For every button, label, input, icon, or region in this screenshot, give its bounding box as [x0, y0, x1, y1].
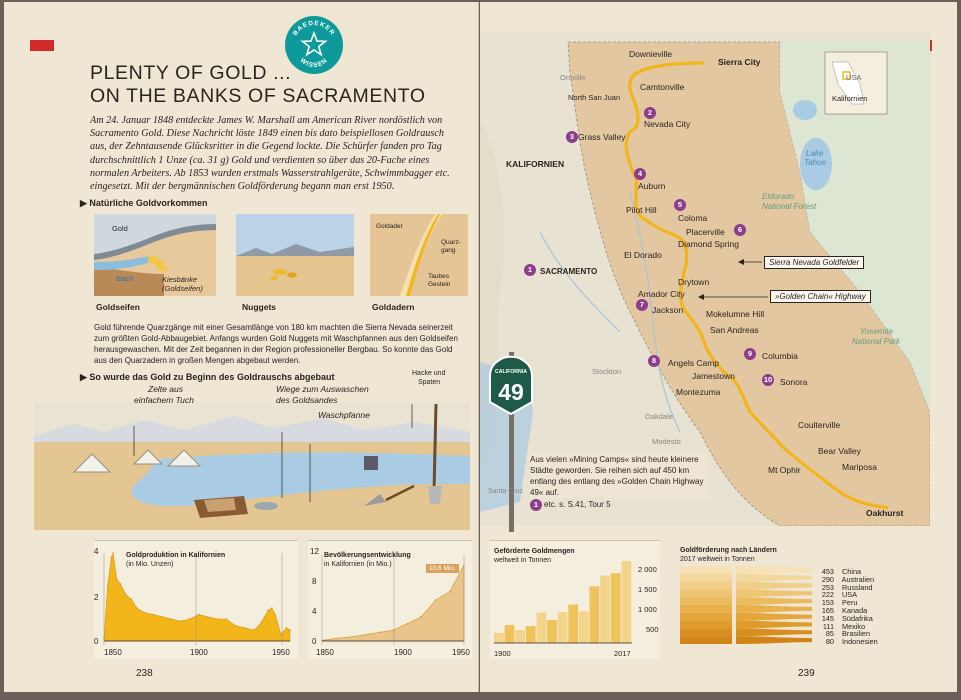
chart4-flow: [736, 574, 812, 582]
label-waschpfanne: Waschpfanne: [318, 410, 370, 420]
chart2-point: [350, 636, 351, 637]
chart1-point: [180, 621, 181, 622]
town-san-andreas: San Andreas: [710, 325, 759, 335]
inset-kalifornien: Kalifornien: [832, 94, 868, 103]
label-quarzgang-2: gang: [441, 247, 456, 254]
chart2-point: [449, 591, 450, 592]
chart4-flow: [736, 621, 812, 629]
chart2-annotation: 10,6 Mio.: [426, 564, 459, 573]
page-number-left: 238: [136, 668, 153, 679]
town-amador-city: Amador City: [638, 289, 685, 299]
chart2-point: [435, 600, 436, 601]
label-zelte-1: Zelte aus: [148, 384, 183, 394]
label-quarzgang-1: Quarz-: [441, 239, 461, 246]
town-modesto: Modesto: [652, 437, 681, 446]
chart1-title: [126, 551, 225, 560]
chart3-bar: [621, 561, 631, 643]
chart2-ytick-12: 12: [310, 547, 319, 556]
chart4-band-left: [680, 628, 732, 636]
chart3-xtick-2017: 2017: [614, 649, 631, 658]
inset-usa: USA: [846, 73, 862, 82]
callout-golden-chain: »Golden Chain« Highway: [770, 290, 871, 303]
chart2-xtick-1950: 1950: [452, 648, 470, 657]
chart1-point: [144, 612, 145, 613]
note-marker-1: 1: [530, 499, 542, 511]
chart3-bar: [600, 576, 610, 643]
lake-tahoe-2: Tahoe: [804, 158, 826, 167]
label-goldseifen-paren: (Goldseifen): [162, 284, 203, 293]
chart4-value-label: 85: [825, 629, 834, 639]
chart2-title: [324, 551, 411, 560]
chart4-flow: [736, 589, 812, 597]
badge-bottom-text: WISSEN: [298, 56, 330, 70]
chart2-point: [392, 630, 393, 631]
chart-goldproduktion: [94, 540, 298, 659]
callout-sierra-nevada: Sierra Nevada Goldfelder: [764, 256, 864, 269]
marker-2: 2: [644, 107, 656, 119]
chart4-band-left: [680, 574, 732, 582]
chart4-flow: [736, 597, 812, 605]
marker-5: 5: [674, 199, 686, 211]
chart1-point: [253, 629, 254, 630]
chart4-value-label: 80: [825, 637, 834, 647]
chart4-flow: [736, 628, 812, 636]
chart-laender: [676, 540, 934, 658]
chart-bevoelkerung: [308, 540, 472, 659]
town-nevada-city: Nevada City: [644, 119, 691, 129]
chart3-bar: [537, 613, 547, 643]
chart4-flow: [736, 636, 812, 644]
chart2-ytick-8: 8: [312, 577, 317, 586]
label-hacke-1: Hacke und: [412, 370, 446, 377]
chart4-value-label: 145: [821, 613, 834, 623]
red-tab-marker: [30, 40, 54, 51]
town-placerville: Placerville: [686, 227, 725, 237]
chart3-bar: [579, 611, 589, 643]
chart1-point: [189, 618, 190, 619]
chart2-ytick-4: 4: [312, 607, 317, 616]
chart2-point: [407, 623, 408, 624]
chart4-band-left: [680, 597, 732, 605]
chart4-band-left: [680, 621, 732, 629]
chart4-country-label: Peru: [840, 598, 858, 608]
marker-10: 10: [763, 375, 773, 384]
town-grass-valley: Grass Valley: [578, 132, 626, 142]
chart1-xtick-1850: 1850: [104, 648, 122, 657]
chart1-point: [280, 634, 281, 635]
chart3-bar: [568, 605, 578, 644]
chart2-ytick-0: 0: [312, 637, 317, 646]
chart1-point: [207, 616, 208, 617]
chart-goldmengen: [490, 540, 660, 659]
yosemite-1: Yosemite: [860, 327, 893, 336]
town-stockton: Stockton: [592, 367, 622, 376]
town-camtonville: Camtonville: [640, 82, 685, 92]
chart1-ytick-4: 4: [94, 547, 99, 556]
town-el-dorado: El Dorado: [624, 250, 662, 260]
chart2-xtick-1900: 1900: [394, 648, 412, 657]
chart1-xtick-1900: 1900: [190, 648, 208, 657]
marker-8: 8: [648, 355, 660, 367]
title-line-2: ON THE BANKS OF SACRAMENTO: [90, 85, 426, 107]
chart4-band-left: [680, 589, 732, 597]
star-icon: [303, 33, 326, 55]
chart2-point: [378, 632, 379, 633]
label-bach: Bach: [116, 274, 134, 283]
town-columbia: Columbia: [762, 351, 798, 361]
mining-scene-illustration: [34, 402, 470, 530]
chart4-value-label: 153: [821, 598, 834, 608]
chart3-bar: [515, 630, 525, 643]
town-coloma: Coloma: [678, 213, 708, 223]
chart4-value-label: 165: [821, 606, 834, 615]
label-taubes-2: Gestein: [428, 281, 451, 288]
label-hacke-2: Spaten: [418, 379, 441, 386]
label-goldader: Goldader: [376, 223, 403, 230]
chart1-point: [235, 625, 236, 626]
chart4-band-left: [680, 582, 732, 590]
map-note-reference: etc. s. S.41, Tour 5: [544, 500, 611, 509]
town-santa-cruz: Santa Cruz: [488, 488, 524, 495]
chart1-point: [268, 610, 269, 611]
yosemite-2: National Park: [852, 337, 901, 346]
chart3-ytick-2000: 2 000: [638, 565, 657, 574]
sign-state-text: CALIFORNIA: [495, 369, 527, 375]
chart4-flow: [736, 566, 812, 574]
lake-tahoe-1: Lake: [806, 149, 824, 158]
chart1-point: [286, 627, 287, 628]
chart4-country-label: Kanada: [840, 606, 868, 615]
chart3-bar: [505, 625, 515, 643]
chart4-value-label: 222: [821, 590, 834, 600]
town-oakdale: Oakdale: [645, 412, 673, 421]
chart1-point: [171, 618, 172, 619]
chart4-band-left: [680, 605, 732, 613]
chart1-point: [113, 552, 114, 553]
label-wiege-1: Wiege zum Auswaschen: [276, 384, 369, 394]
chart3-bar: [590, 586, 600, 643]
town-oroville: Oroville: [560, 73, 586, 82]
town-sonora: Sonora: [780, 377, 808, 387]
badge-top-text: BAEDEKER: [291, 19, 337, 38]
title-line-1: PLENTY OF GOLD ...: [90, 62, 292, 84]
chart4-band-left: [680, 613, 732, 621]
chart1-title-text: Goldproduktion in Kalifornien: [126, 552, 226, 559]
highway-49-sign: [486, 342, 536, 532]
chart4-country-label: Brasilien: [840, 629, 871, 639]
chart1-subtitle: (in Mio. Unzen): [126, 561, 174, 568]
chart3-bar: [547, 620, 557, 643]
chart3-title: [494, 547, 575, 556]
caption-goldadern: Goldadern: [372, 302, 415, 312]
chart4-country-label: USA: [840, 590, 858, 600]
chart1-ytick-2: 2: [94, 593, 99, 602]
label-wiege-2: des Goldsandes: [276, 395, 338, 405]
chart4-country-label: Südafrika: [840, 613, 873, 623]
chart1-ytick-0: 0: [94, 637, 99, 646]
chart4-title-text: Goldförderung nach Ländern: [680, 547, 777, 554]
chart1-xtick-1950: 1950: [272, 648, 290, 657]
chart4-flow: [736, 613, 812, 621]
label-kiesbaenke: Kiesbänke: [162, 275, 198, 284]
chart4-country-label: Australien: [840, 574, 875, 584]
eldorado-1: Eldorado: [762, 192, 795, 201]
town-mt-ophir: Mt Ophir: [768, 465, 801, 475]
page-number-right: 239: [798, 668, 815, 679]
town-jackson: Jackson: [652, 305, 684, 315]
marker-1: 1: [524, 264, 536, 276]
left-page: [4, 2, 479, 692]
chart1-point: [275, 614, 276, 615]
chart1-point: [264, 616, 265, 617]
chart3-bar: [526, 626, 536, 643]
intro-text: Am 24. Januar 1848 entdeckte James W. Marshall am American River nordöstlich von Sacramento Gold. Diese Nachricht löste 1849 einen bis dato beispiellosen Goldrausch aus, der Zehntausende Glücksritter in die Gegend lockte. Die Schürfer fanden pro Tag durchschnittlich 1 Unze (ca. 31 g) Gold und verdienten so über das 20-Fache eines normalen Arbeiters. Ab 1853 wurden erstmals Wasserstrahlgeräte, Schwimmbagger etc. eingesetzt. Mit der bergmännischen Goldförderung begann man erst 1950.: [90, 115, 450, 193]
chart4-band-left: [680, 566, 732, 574]
section-heading-natural-deposits: ▶ Natürliche Goldvorkommen: [80, 198, 208, 208]
page-title: [90, 62, 426, 108]
caption-nuggets: Nuggets: [242, 302, 276, 312]
chart3-bar: [558, 612, 568, 643]
chart1-point: [198, 614, 199, 615]
chart4-value-label: 453: [821, 567, 834, 576]
town-north-san-juan: North San Juan: [568, 93, 621, 102]
chart3-title-text: Geförderte Goldmengen: [494, 548, 575, 555]
chart1-point: [226, 618, 227, 619]
chart4-value-label: 111: [822, 621, 834, 631]
sign-number: 49: [498, 379, 524, 405]
chart1-point: [116, 579, 117, 580]
chart3-subtitle: weltweit in Tonnen: [494, 557, 552, 564]
town-mariposa: Mariposa: [842, 462, 877, 472]
chart2-area: [322, 565, 464, 641]
chart4-flow: [736, 605, 812, 613]
town-auburn: Auburn: [638, 181, 666, 191]
chart3-ytick-1000: 1 000: [638, 605, 657, 614]
town-mokelumne-hill: Mokelumne Hill: [706, 309, 765, 319]
chart2-point: [336, 638, 337, 639]
chart1-point: [136, 607, 137, 608]
town-coulterville: Coulterville: [798, 420, 841, 430]
marker-9: 9: [744, 348, 756, 360]
chart1-point: [271, 607, 272, 608]
chart1-point: [120, 583, 121, 584]
chart4-legend-row: [816, 637, 878, 646]
chart1-point: [125, 594, 126, 595]
body-paragraph: Gold führende Quarzgänge mit einer Gesamtlänge von 180 km machten die Sierra Nevada seinerzeit zum größten Gold-Abbaugebiet. Anfangs wurden Gold Nuggets mit Waschpfannen aus den Goldseifen herausgewaschen. Mit der Zeit begannen in der Region professioneller Bergbau. So konnte das Gold aus den Quarzadern in großen Mengen abgebaut werden.: [94, 323, 458, 365]
chart1-point: [131, 599, 132, 600]
label-gold: Gold: [112, 224, 128, 233]
town-drytown: Drytown: [678, 277, 710, 287]
marker-3: 3: [566, 131, 578, 143]
chart4-band-left: [680, 636, 732, 644]
town-pilot-hill: Pilot Hill: [626, 205, 657, 215]
label-zelte-2: einfachem Tuch: [134, 395, 194, 405]
chart1-point: [289, 629, 290, 630]
label-taubes-1: Taubes: [428, 273, 449, 280]
right-page: [480, 2, 957, 692]
chart3-bar: [494, 633, 504, 643]
chart4-country-label: China: [840, 567, 862, 576]
chart1-point: [217, 618, 218, 619]
marker-4: 4: [634, 168, 646, 180]
chart1-point: [162, 616, 163, 617]
town-diamond-spring: Diamond Spring: [678, 239, 739, 249]
nuggets-illustration: [236, 214, 354, 296]
chart3-xtick-1900: 1900: [494, 649, 511, 658]
town-sacramento: SACRAMENTO: [540, 267, 598, 276]
eldorado-2: National Forest: [762, 202, 817, 211]
chart1-point: [111, 557, 112, 558]
chart2-xtick-1850: 1850: [316, 648, 334, 657]
chart3-ytick-1500: 1 500: [638, 585, 657, 594]
chart2-point: [421, 616, 422, 617]
chart3-bar: [611, 573, 621, 643]
town-angels-camp: Angels Camp: [668, 358, 720, 368]
town-oakhurst: Oakhurst: [866, 508, 904, 518]
chart4-value-label: 290: [821, 574, 834, 584]
chart1-point: [153, 614, 154, 615]
chart4-country-label: Russland: [840, 582, 873, 592]
town-downieville: Downieville: [629, 49, 672, 59]
town-bear-valley: Bear Valley: [818, 446, 861, 456]
caption-goldseifen: Goldseifen: [96, 302, 140, 312]
chart4-value-label: 253: [821, 582, 834, 592]
town-jamestown: Jamestown: [692, 371, 735, 381]
chart4-subtitle: 2017 weltweit in Tonnen: [680, 556, 755, 563]
chart4-country-label: Indonesien: [840, 637, 878, 647]
chart4-country-label: Mexiko: [840, 621, 866, 631]
chart1-point: [258, 625, 259, 626]
map-note: Aus vielen »Mining Camps« sind heute kleinere Städte geworden. Sie reihen sich auf 450 km entlang des entlang des »Golden Chain Highway 49« auf.: [530, 454, 708, 498]
book-spread: [4, 2, 957, 692]
chart2-title-text: Bevölkerungsentwicklung: [324, 552, 411, 559]
state-label: KALIFORNIEN: [506, 159, 565, 169]
chart1-point: [107, 585, 108, 586]
chart2-subtitle: in Kalifornien (in Mio.): [324, 561, 392, 568]
town-sierra-city: Sierra City: [718, 57, 761, 67]
marker-7: 7: [636, 299, 648, 311]
chart1-point: [244, 627, 245, 628]
town-montezuma: Montezuma: [676, 387, 721, 397]
chart4-title: [680, 546, 777, 555]
section-heading-mining-methods: ▶ So wurde das Gold zu Beginn des Goldrauschs abgebaut: [80, 372, 335, 382]
chart4-flow: [736, 582, 812, 590]
chart3-ytick-500: 500: [646, 625, 659, 634]
marker-6: 6: [734, 224, 746, 236]
chart2-point: [364, 634, 365, 635]
